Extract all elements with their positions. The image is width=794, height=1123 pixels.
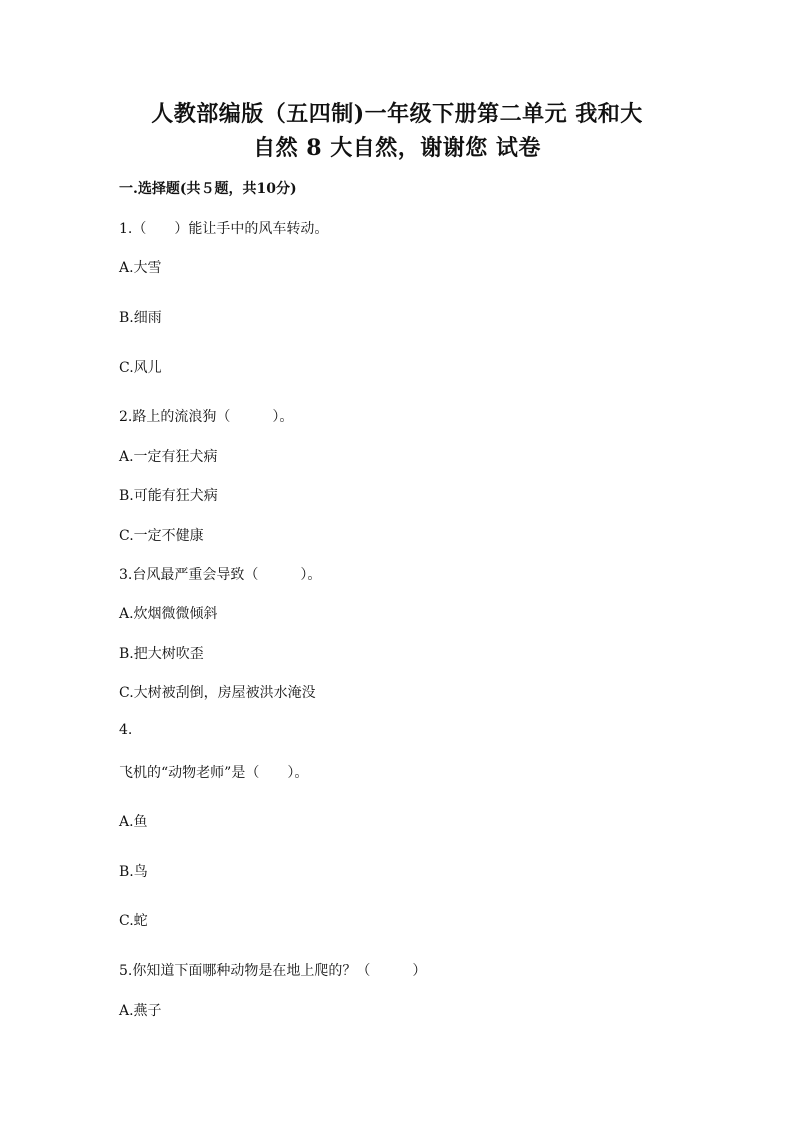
question-4-number: 4. — [119, 722, 133, 738]
question-4-stem: 飞机的“动物老师”是（ ）。 — [119, 765, 309, 781]
question-3-option-b: B.把大树吹歪 — [119, 646, 204, 662]
document-title-line-1: 人教部编版（五四制)一年级下册第二单元 我和大 — [151, 101, 643, 127]
question-2-option-c: C.一定不健康 — [119, 528, 204, 544]
question-3-stem: 3.台风最严重会导致（ ）。 — [119, 567, 322, 583]
question-5-stem: 5.你知道下面哪种动物是在地上爬的？（ ） — [119, 963, 427, 979]
question-1-option-b: B.细雨 — [119, 310, 162, 326]
question-2-stem: 2.路上的流浪狗（ ）。 — [119, 409, 294, 425]
question-1-stem: 1.（ ）能让手中的风车转动。 — [119, 221, 329, 237]
question-1-option-c: C.风儿 — [119, 360, 162, 376]
document-title-line-2: 自然 8 大自然，谢谢您 试卷 — [253, 135, 541, 161]
question-5-option-a: A.燕子 — [119, 1003, 162, 1019]
question-3-option-a: A.炊烟微微倾斜 — [119, 606, 218, 622]
question-4-option-c: C.蛇 — [119, 913, 148, 929]
question-4-option-a: A.鱼 — [119, 814, 148, 830]
question-3-option-c: C.大树被刮倒，房屋被洪水淹没 — [119, 685, 316, 701]
section-heading: 一.选择题(共５题，共10分) — [119, 181, 297, 197]
question-2-option-b: B.可能有狂犬病 — [119, 488, 218, 504]
question-4-option-b: B.鸟 — [119, 864, 148, 880]
question-1-option-a: A.大雪 — [119, 260, 162, 276]
question-2-option-a: A.一定有狂犬病 — [119, 449, 218, 465]
